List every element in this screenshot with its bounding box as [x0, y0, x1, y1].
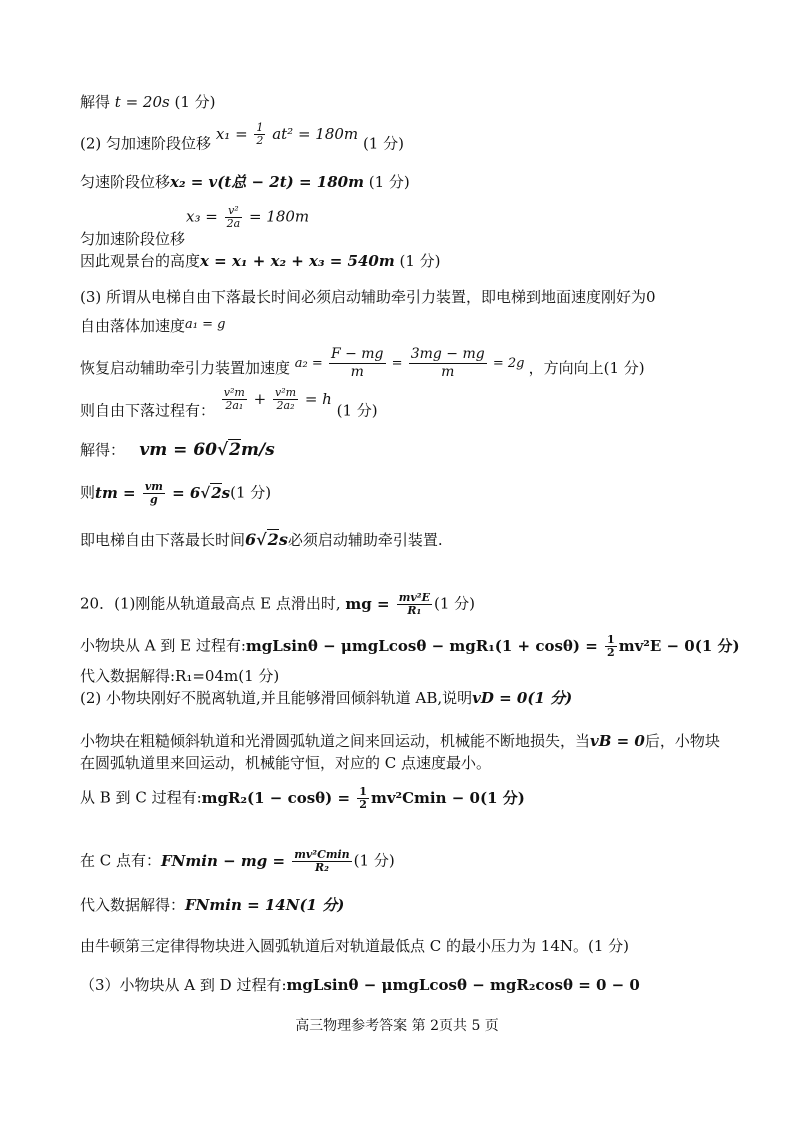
denominator: m — [350, 364, 364, 380]
numerator: mv²Cmin — [294, 848, 350, 861]
line-14 — [80, 634, 740, 659]
part-label: (2) — [80, 134, 102, 153]
numerator: mv²E — [398, 591, 430, 604]
fraction — [409, 346, 487, 381]
numerator: 1 — [256, 121, 264, 134]
text: 恢复启动辅助牵引力装置加速度 — [80, 359, 291, 377]
text: 在圆弧轨道里来回运动，机械能守恒，对应的 C 点速度最小。 — [80, 754, 492, 772]
equation — [161, 848, 354, 874]
text: 从 B 到 C 过程有: — [80, 788, 202, 807]
equation: a₂ = $\frac{F - mg}{m}$ = $\frac{3mg - mg}{m}$ = 2g — [294, 346, 525, 380]
equation-left: tm = — [95, 483, 136, 502]
text: 自由落体加速度 — [80, 317, 186, 335]
score: (1 分) — [174, 93, 216, 111]
equation: x = x₁ + x₂ + x₃ = 540m — [200, 252, 395, 270]
numerator: v²m — [223, 386, 245, 399]
equation-right: s — [221, 483, 231, 502]
equation — [215, 121, 363, 147]
fraction — [225, 205, 243, 230]
equation-left: x₃ = — [186, 207, 218, 226]
denominator: 2a₁ — [225, 399, 244, 412]
equation — [345, 591, 434, 617]
line-4 — [80, 229, 185, 249]
text: 匀速阶段位移 — [80, 173, 171, 191]
line-13 — [80, 592, 475, 617]
text: 小物块从 A 到 E 过程有: — [80, 636, 246, 655]
text: 代入数据解得:R₁=04m(1 分) — [80, 667, 280, 685]
numerator: 3mg − mg — [410, 346, 485, 362]
fraction — [292, 849, 351, 874]
denominator: 2 — [256, 134, 264, 147]
text: 后，小物块 — [644, 732, 720, 750]
score: (1 分) — [336, 401, 378, 420]
denominator: m — [441, 364, 455, 380]
denominator: g — [150, 493, 158, 506]
fraction — [143, 481, 165, 506]
sqrt-value: 2 — [211, 483, 222, 502]
equation — [220, 386, 337, 412]
denominator: 2a — [226, 217, 241, 230]
text: 在 C 点有： — [80, 851, 162, 870]
equation-middle: = 6 — [172, 483, 201, 502]
equation-left: x₁ = — [215, 124, 248, 143]
line-15 — [80, 666, 279, 686]
equation: t = 20s — [114, 93, 170, 111]
equation: vD = 0(1 分) — [472, 689, 573, 707]
line-7 — [80, 316, 225, 338]
text: 解得 — [80, 93, 111, 111]
text: 代入数据解得： — [80, 896, 186, 914]
equation-left: a₂ = — [294, 356, 323, 371]
numerator: v²m — [275, 386, 297, 399]
text: 则自由下落过程有： — [80, 401, 216, 420]
numerator: vm — [144, 480, 163, 493]
equation-right: m/s — [240, 440, 275, 460]
text: 因此观景台的高度 — [80, 252, 201, 270]
score: (1 分) — [362, 134, 404, 153]
text: 小物块在粗糙倾斜轨道和光滑圆弧轨道之间来回运动，机械能不断地损失，当 — [80, 732, 591, 750]
equation-right: = 180m — [248, 207, 310, 226]
text: 所谓从电梯自由下落最长时间必须启动辅助牵引力装置，即电梯到地面速度刚好为 — [106, 288, 647, 306]
equation-left: mgLsinθ − μmgLcosθ − mgR₁(1 + cosθ) = — [245, 636, 598, 655]
line-18 — [80, 753, 491, 773]
line-4-equation — [186, 205, 309, 230]
line-17 — [80, 731, 720, 751]
line-5 — [80, 251, 441, 271]
line-9 — [80, 386, 378, 424]
equation-right: mv²Cmin − 0(1 分) — [370, 788, 525, 807]
equation: vB = 0 — [590, 732, 645, 750]
equation: 6√2s — [245, 530, 288, 549]
numerator: 1 — [359, 785, 367, 798]
value: 0 — [646, 288, 656, 306]
equation-left: mg = — [345, 594, 390, 613]
equation-left: 6 — [245, 530, 257, 549]
line-10 — [80, 440, 275, 460]
numerator: F − mg — [330, 346, 384, 362]
line-19 — [80, 786, 525, 811]
line-12 — [80, 530, 443, 550]
equation-left: vm = 60 — [139, 440, 217, 460]
line-20 — [80, 849, 395, 874]
line-8 — [80, 346, 645, 387]
equation-left: mgR₂(1 − cosθ) = — [201, 788, 351, 807]
score: (1 分) — [368, 173, 410, 191]
fraction — [222, 387, 247, 412]
text: 由牛顿第三定律得物块进入圆弧轨道后对轨道最低点 C 的最小压力为 14N。(1 分) — [80, 937, 630, 955]
equation-right: at² = 180m — [272, 124, 359, 143]
equation: x₂ = v(t总 − 2t) = 180m — [170, 173, 364, 191]
score: (1 分) — [353, 851, 395, 870]
fraction — [329, 346, 386, 381]
text: （3）小物块从 A 到 D 过程有: — [80, 976, 287, 994]
equation-left: FNmin − mg = — [161, 851, 286, 870]
equation — [245, 633, 740, 659]
equation-right: = 2g — [492, 356, 525, 371]
text: 解得： — [80, 441, 126, 459]
fraction — [254, 122, 265, 147]
text: ，方向向上(1 分) — [528, 359, 645, 377]
denominator: R₂ — [314, 861, 329, 874]
denominator: R₁ — [407, 604, 422, 617]
text: 匀加速阶段位移 — [80, 230, 186, 248]
equation-right: mv²E − 0(1 分) — [618, 636, 740, 655]
line-1 — [80, 92, 216, 112]
fraction — [605, 634, 617, 659]
line-23 — [80, 975, 640, 995]
sqrt-value: 2 — [267, 530, 279, 549]
text: 即电梯自由下落最长时间 — [80, 531, 246, 549]
fraction — [397, 592, 432, 617]
text: 匀加速阶段位移 — [106, 134, 212, 153]
line-11 — [80, 481, 271, 506]
line-6 — [80, 287, 656, 307]
equation-right: = h — [304, 389, 332, 408]
denominator: 2 — [359, 798, 367, 811]
denominator: 2 — [607, 646, 615, 659]
score: (1 分) — [230, 483, 272, 502]
page-footer: 高三物理参考答案 第 2页共 5 页 — [295, 1018, 499, 1034]
text: 必须启动辅助牵引装置. — [287, 531, 443, 549]
equation: tm = $\frac{vm}{g}$ = 6√2s — [95, 480, 231, 506]
line-16 — [80, 688, 572, 708]
line-3 — [80, 172, 410, 192]
part-label: (3) — [80, 288, 102, 306]
plus-sign: + — [253, 389, 267, 408]
equation — [201, 785, 525, 811]
line-21 — [80, 895, 344, 915]
score: (1 分) — [434, 594, 476, 613]
sqrt-value: 2 — [229, 440, 241, 460]
text: (2) 小物块刚好不脱离轨道,并且能够滑回倾斜轨道 AB,说明 — [80, 689, 473, 707]
text: 20．(1)刚能从轨道最高点 E 点滑出时, — [80, 594, 341, 613]
denominator: 2a₂ — [276, 399, 295, 412]
score: (1 分) — [399, 252, 441, 270]
equation: FNmin = 14N(1 分) — [185, 896, 345, 914]
numerator: 1 — [607, 633, 615, 646]
line-22 — [80, 936, 629, 956]
numerator: v² — [225, 205, 243, 218]
equation-right: s — [278, 530, 288, 549]
fraction — [273, 387, 298, 412]
text: 则 — [80, 483, 96, 502]
equation: a₁ = g — [185, 317, 226, 332]
line-2 — [80, 121, 404, 157]
equation: mgLsinθ − μmgLcosθ − mgR₂cosθ = 0 − 0 — [286, 976, 640, 994]
fraction — [357, 786, 369, 811]
equation: vm = 60√2m/s — [139, 440, 275, 460]
